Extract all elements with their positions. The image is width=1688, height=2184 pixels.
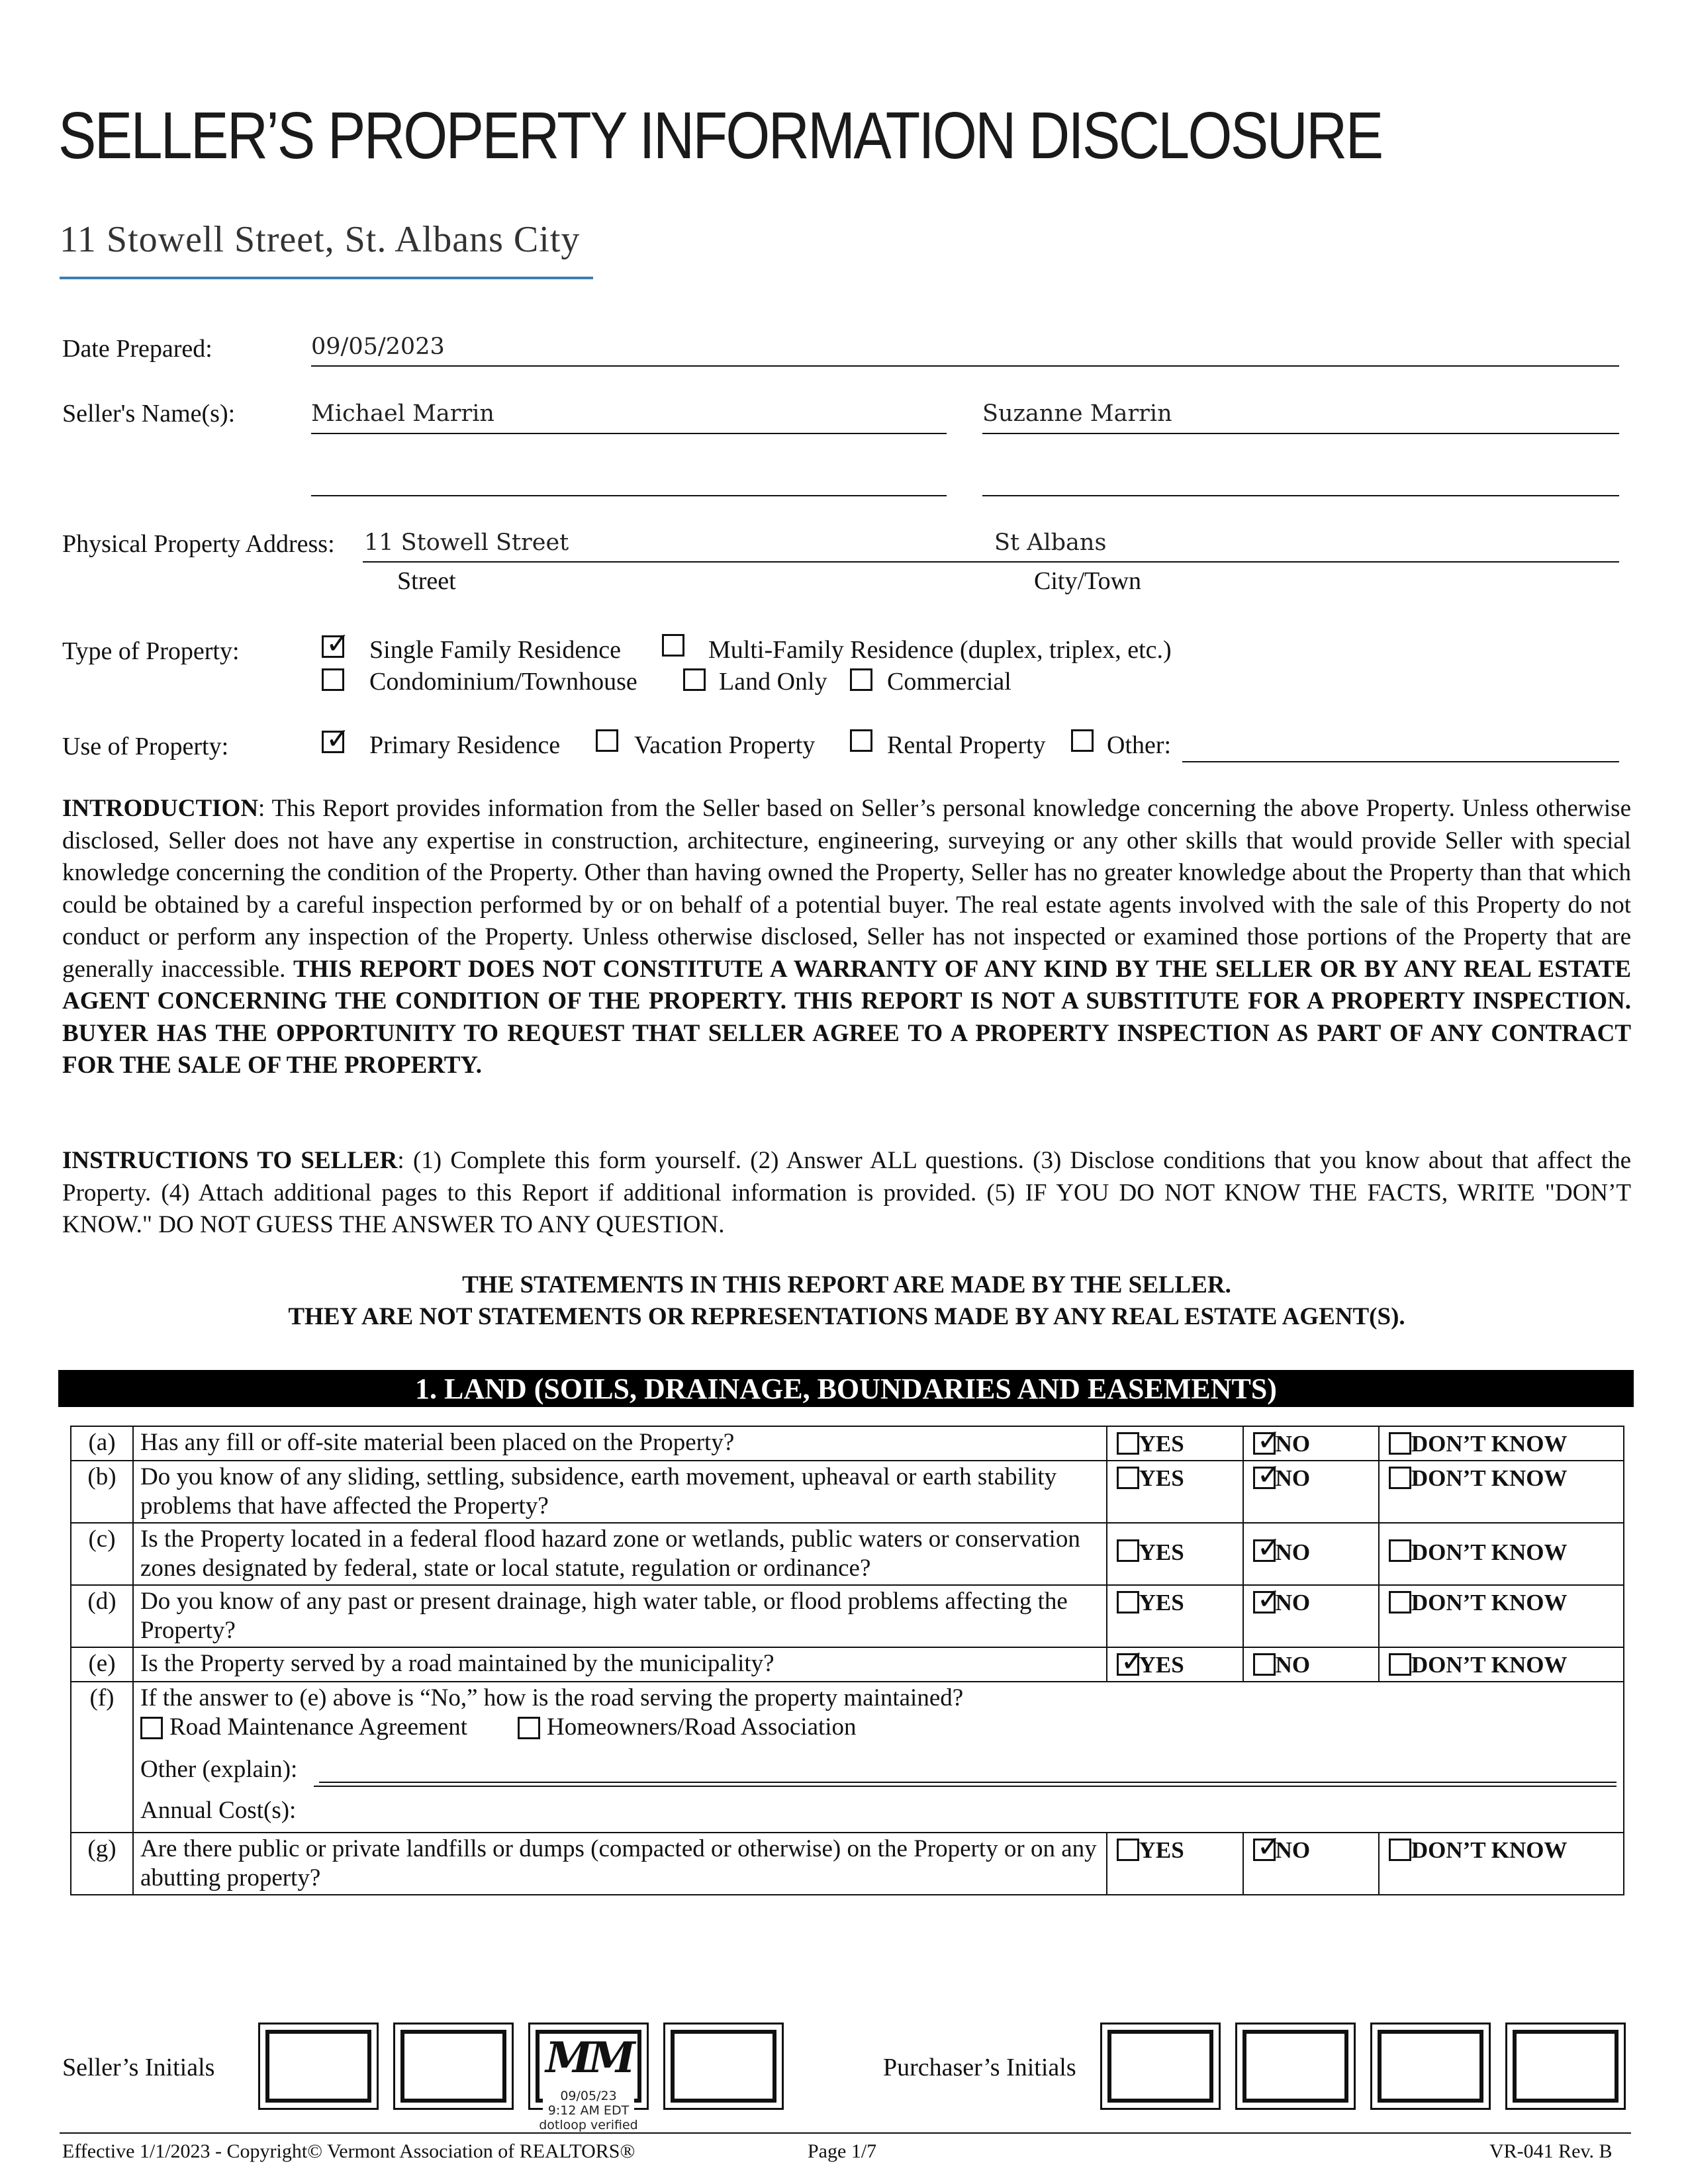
introduction-warning: THIS REPORT DOES NOT CONSTITUTE A WARRANTY OF ANY KIND BY THE SELLER OR BY ANY REAL ESTATE AGENT CONCERNING THE CONDITION OF THE PROPERTY. THIS REPORT IS NOT A SUBSTITUTE FOR A PROPERTY INSPECTION. BUYER HAS THE OPPORTUNITY TO REQUEST THAT SELLER AGREE TO A PROPERTY INSPECTION AS PART OF ANY CONTRACT FOR THE SALE OF THE PROPERTY. — [62, 955, 1632, 1079]
street-value[interactable]: 11 Stowell Street — [364, 529, 569, 556]
answer-dk-cell — [1379, 1833, 1624, 1895]
yes-label: YES — [1139, 1837, 1184, 1863]
vacation-property-label: Vacation Property — [634, 731, 816, 759]
footer-page: Page 1/7 — [808, 2140, 877, 2162]
use-of-property-label: Use of Property: — [62, 733, 229, 760]
question-letter: (b) — [71, 1461, 133, 1523]
check-icon: ✓ — [1256, 1582, 1282, 1616]
section1-title: 1. LAND (SOILS, DRAINAGE, BOUNDARIES AND EASEMENTS) — [58, 1370, 1634, 1407]
yes-checkbox[interactable] — [1117, 1432, 1139, 1455]
instructions-text: : (1) Complete this form yourself. (2) Answer ALL questions. (3) Disclose conditions that you know about that affect the Property. (4) Attach additional pages to this Report if additional information is provided. (5) IF YOU DO NOT KNOW THE FACTS, WRITE "DON’T KNOW." DO NOT GUESS THE ANSWER TO ANY QUESTION. — [62, 1147, 1632, 1238]
other-explain-label: Other (explain): — [140, 1756, 298, 1783]
answer-dk-cell — [1379, 1647, 1624, 1682]
rental-property-label: Rental Property — [887, 731, 1046, 759]
commercial-label: Commercial — [887, 668, 1011, 696]
table-row — [71, 1833, 1624, 1895]
footer-divider — [60, 2132, 1631, 2134]
dk-label: DON’T KNOW — [1411, 1431, 1568, 1457]
question-text: Do you know of any past or present drainage, high water table, or flood problems affecting the Property? — [133, 1585, 1107, 1647]
no-label: NO — [1275, 1590, 1311, 1615]
seller4-underline[interactable] — [982, 495, 1619, 496]
seller-initials-label: Seller’s Initials — [62, 2054, 215, 2081]
land-questions-table — [70, 1426, 1624, 1895]
answer-no-cell — [1243, 1426, 1379, 1461]
table-row — [71, 1682, 1624, 1833]
answer-yes-cell — [1107, 1647, 1243, 1682]
question-text: Do you know of any sliding, settling, subsidence, earth movement, upheaval or earth stability problems that have affected the Property? — [133, 1461, 1107, 1523]
stamp-verified: dotloop verified — [539, 2118, 638, 2132]
yes-checkbox[interactable] — [1117, 1467, 1139, 1489]
question-letter: (f) — [71, 1682, 133, 1833]
other-use-label: Other: — [1107, 731, 1172, 759]
check-icon: ✓ — [1256, 1531, 1282, 1565]
dotloop-stamp-text — [528, 2089, 649, 2132]
seller1-underline — [311, 433, 947, 434]
answer-no-cell — [1243, 1830, 1379, 1895]
seller-label: Seller's Name(s): — [62, 400, 236, 428]
dont-know-checkbox[interactable] — [1389, 1653, 1411, 1676]
stamp-date: 09/05/23 — [560, 2089, 617, 2103]
answer-yes-cell — [1107, 1523, 1243, 1585]
yes-checkbox[interactable] — [1117, 1839, 1139, 1861]
purchaser-initials-label: Purchaser’s Initials — [883, 2054, 1076, 2081]
statement-line1: THE STATEMENTS IN THIS REPORT ARE MADE BY THE SELLER. — [462, 1271, 1231, 1298]
dk-label: DON’T KNOW — [1411, 1539, 1568, 1565]
dk-label: DON’T KNOW — [1411, 1590, 1568, 1615]
date-label: Date Prepared: — [62, 335, 212, 363]
road-maintenance-label: Road Maintenance Agreement — [169, 1713, 467, 1741]
answer-dk-cell — [1379, 1523, 1624, 1585]
no-label: NO — [1275, 1431, 1311, 1457]
seller2-value[interactable]: Suzanne Marrin — [982, 400, 1172, 427]
statement-line2: THEY ARE NOT STATEMENTS OR REPRESENTATIONS MADE BY ANY REAL ESTATE AGENT(S). — [288, 1303, 1405, 1330]
introduction-heading: INTRODUCTION — [62, 795, 259, 822]
instructions-paragraph — [62, 1145, 1631, 1242]
introduction-paragraph — [62, 793, 1631, 1082]
city-caption: City/Town — [1034, 567, 1142, 595]
footer-form-id: VR-041 Rev. B — [1489, 2140, 1613, 2162]
multi-family-label: Multi-Family Residence (duplex, triplex, etc.) — [708, 636, 1172, 664]
yes-label: YES — [1139, 1590, 1184, 1615]
no-label: NO — [1275, 1539, 1311, 1565]
purchaser-initial-box-2[interactable] — [1235, 2023, 1356, 2110]
no-checkbox[interactable] — [1253, 1653, 1276, 1676]
question-letter: (d) — [71, 1585, 133, 1647]
no-label: NO — [1275, 1837, 1311, 1863]
dont-know-checkbox[interactable] — [1389, 1839, 1411, 1861]
address-underline — [363, 561, 1619, 563]
annual-cost-divider — [314, 1786, 1617, 1787]
answer-dk-cell — [1379, 1426, 1624, 1461]
seller-initial-box-1[interactable] — [258, 2023, 379, 2110]
dk-label: DON’T KNOW — [1411, 1837, 1568, 1863]
seller2-underline — [982, 433, 1619, 434]
check-icon: ✓ — [326, 627, 350, 660]
answer-no-cell — [1243, 1458, 1379, 1523]
table-row — [71, 1585, 1624, 1647]
table-row — [71, 1523, 1624, 1585]
footer-copyright: Effective 1/1/2023 - Copyright© Vermont Association of REALTORS® — [62, 2140, 635, 2162]
other-use-underline[interactable] — [1182, 761, 1619, 762]
address-label: Physical Property Address: — [62, 530, 335, 558]
other-explain-underline[interactable] — [319, 1782, 1617, 1783]
purchaser-initial-box-4[interactable] — [1505, 2023, 1626, 2110]
land-only-label: Land Only — [719, 668, 827, 696]
annual-cost-row — [140, 1787, 1617, 1825]
no-checkbox[interactable] — [1253, 1582, 1282, 1616]
commercial-checkbox[interactable] — [850, 668, 872, 691]
dk-label: DON’T KNOW — [1411, 1465, 1568, 1491]
question-letter: (c) — [71, 1523, 133, 1585]
check-icon: ✓ — [1256, 1424, 1282, 1457]
primary-residence-checkbox[interactable] — [322, 722, 350, 756]
single-family-label: Single Family Residence — [369, 636, 621, 664]
no-label: NO — [1275, 1465, 1311, 1491]
answer-dk-cell — [1379, 1461, 1624, 1523]
answer-yes-cell — [1107, 1833, 1243, 1895]
yes-checkbox[interactable] — [1117, 1539, 1139, 1562]
question-f-cell — [133, 1682, 1624, 1833]
table-row — [71, 1426, 1624, 1461]
table-row — [71, 1461, 1624, 1523]
yes-label: YES — [1139, 1539, 1184, 1565]
purchaser-initial-box-3[interactable] — [1370, 2023, 1491, 2110]
city-value[interactable]: St Albans — [994, 529, 1107, 556]
dk-label: DON’T KNOW — [1411, 1652, 1568, 1678]
vacation-property-checkbox[interactable] — [596, 729, 618, 752]
answer-yes-cell — [1107, 1426, 1243, 1461]
stamp-time: 9:12 AM EDT — [547, 2103, 630, 2118]
check-icon: ✓ — [326, 722, 350, 756]
property-address-heading: 11 Stowell Street, St. Albans City — [60, 219, 581, 260]
condominium-label: Condominium/Townhouse — [369, 668, 637, 696]
type-of-property-label: Type of Property: — [62, 637, 240, 665]
check-icon: ✓ — [1120, 1645, 1145, 1678]
question-text: If the answer to (e) above is “No,” how is the road serving the property maintained? — [140, 1684, 964, 1711]
yes-checkbox[interactable] — [1117, 1645, 1145, 1678]
instructions-heading: INSTRUCTIONS TO SELLER — [62, 1147, 398, 1174]
question-letter: (e) — [71, 1647, 133, 1682]
dont-know-checkbox[interactable] — [1389, 1467, 1411, 1489]
road-options — [140, 1713, 1617, 1743]
no-checkbox[interactable] — [1253, 1531, 1282, 1565]
primary-residence-label: Primary Residence — [369, 731, 561, 759]
seller-signature: MM — [545, 2033, 632, 2083]
answer-no-cell — [1243, 1582, 1379, 1647]
introduction-text: : This Report provides information from the Seller based on Seller’s personal knowledge concerning the above Property. Unless otherwise disclosed, Seller does not have any expertise in construction, architecture, engineering, surveying or any other skills that would provide Seller with special knowledge concerning the condition of the Property. Other than having owned the Property, Seller has no greater knowledge about the Property than that which could be obtained by a careful inspection performed by or on behalf of a potential buyer. The real estate agents involved with the sale of this Property do not conduct or perform any inspection of the Property. Unless otherwise disclosed, Seller has not inspected or examined those portions of the Property that are generally inaccessible. — [62, 795, 1631, 983]
date-underline — [311, 365, 1619, 367]
date-value[interactable]: 09/05/2023 — [311, 334, 445, 360]
yes-label: YES — [1139, 1652, 1184, 1678]
no-label: NO — [1275, 1652, 1311, 1678]
annual-cost-label: Annual Cost(s): — [140, 1797, 297, 1824]
question-text: Is the Property served by a road maintained by the municipality? — [133, 1647, 1107, 1682]
purchaser-initial-box-1[interactable] — [1100, 2023, 1221, 2110]
table-row — [71, 1647, 1624, 1682]
question-text: Are there public or private landfills or dumps (compacted or otherwise) on the Property or on any abutting property? — [133, 1833, 1107, 1895]
question-letter: (g) — [71, 1833, 133, 1895]
question-text: Has any fill or off-site material been placed on the Property? — [133, 1426, 1107, 1461]
road-maintenance-checkbox[interactable] — [140, 1717, 163, 1739]
answer-no-cell — [1243, 1647, 1379, 1682]
question-letter: (a) — [71, 1426, 133, 1461]
answer-no-cell — [1243, 1523, 1379, 1585]
yes-label: YES — [1139, 1431, 1184, 1457]
seller-initial-box-4[interactable] — [663, 2023, 784, 2110]
dont-know-checkbox[interactable] — [1389, 1539, 1411, 1562]
no-checkbox[interactable] — [1253, 1830, 1282, 1864]
no-checkbox[interactable] — [1253, 1424, 1282, 1457]
seller-initial-box-2[interactable] — [393, 2023, 514, 2110]
homeowners-association-checkbox[interactable] — [518, 1717, 540, 1739]
check-icon: ✓ — [1256, 1458, 1282, 1492]
answer-yes-cell — [1107, 1461, 1243, 1523]
yes-checkbox[interactable] — [1117, 1591, 1139, 1614]
seller1-value[interactable]: Michael Marrin — [311, 400, 494, 427]
rental-property-checkbox[interactable] — [850, 729, 872, 752]
other-explain-row — [140, 1743, 1617, 1787]
dont-know-checkbox[interactable] — [1389, 1432, 1411, 1455]
dont-know-checkbox[interactable] — [1389, 1591, 1411, 1614]
other-use-checkbox[interactable] — [1071, 729, 1094, 752]
homeowners-association-label: Homeowners/Road Association — [546, 1713, 857, 1741]
yes-label: YES — [1139, 1465, 1184, 1491]
street-caption: Street — [397, 567, 456, 595]
check-icon: ✓ — [1256, 1830, 1282, 1864]
single-family-checkbox[interactable] — [322, 627, 350, 660]
question-text: Is the Property located in a federal flood hazard zone or wetlands, public waters or conservation zones designated by federal, state or local statute, regulation or ordinance? — [133, 1523, 1107, 1585]
answer-yes-cell — [1107, 1585, 1243, 1647]
heading-underline — [60, 277, 593, 279]
condominium-checkbox[interactable] — [322, 668, 344, 691]
page-title: SELLER’S PROPERTY INFORMATION DISCLOSURE — [58, 99, 1382, 173]
multi-family-checkbox[interactable] — [662, 634, 684, 657]
land-only-checkbox[interactable] — [683, 668, 706, 691]
seller3-underline[interactable] — [311, 495, 947, 496]
no-checkbox[interactable] — [1253, 1458, 1282, 1492]
answer-dk-cell — [1379, 1585, 1624, 1647]
